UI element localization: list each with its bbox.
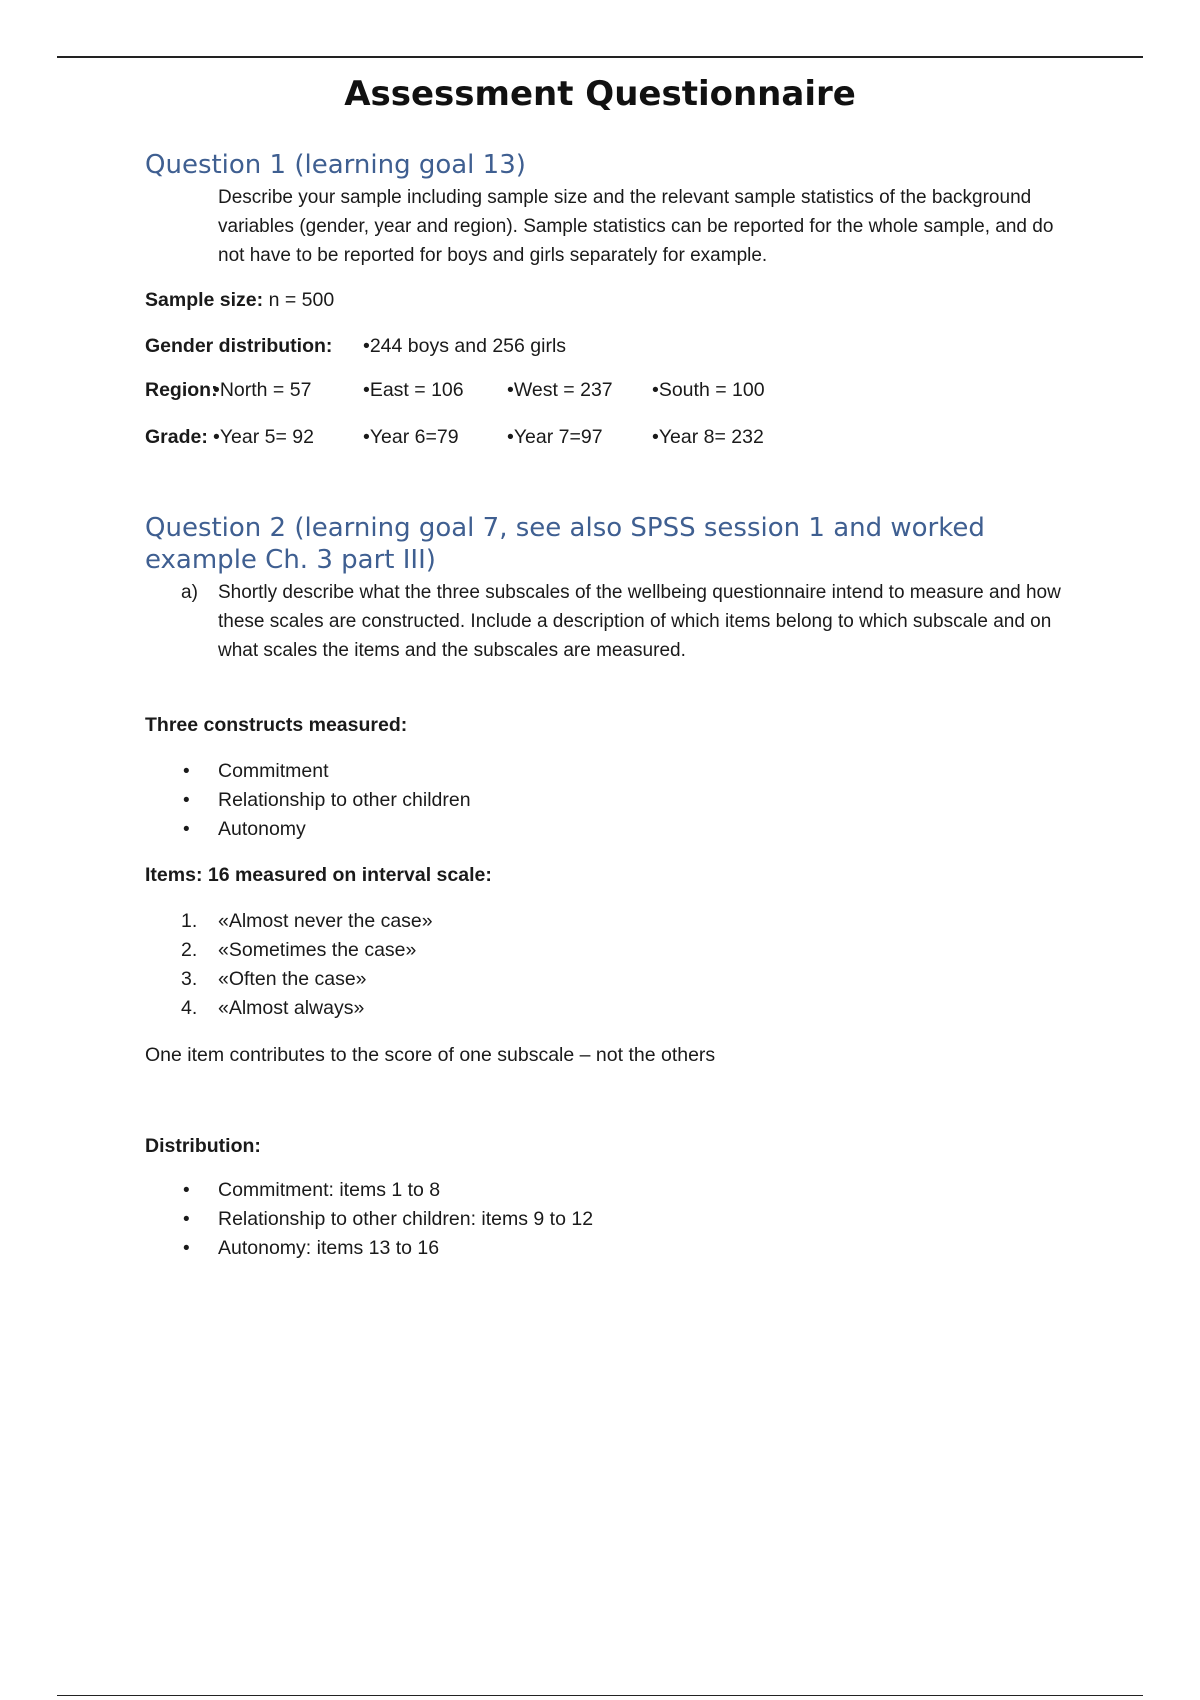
region-south: •South = 100 [652, 379, 765, 401]
gender-row [145, 333, 1145, 359]
part-a-text: Shortly describe what the three subscales of the wellbeing questionnaire intend to measure and how these scales are constructed. Include a description of which items belong to which subscale and on what scales the items and the subscales are measured. [218, 582, 1061, 661]
sample-size-label: Sample size: [145, 289, 264, 311]
document-title: Assessment Questionnaire [344, 74, 856, 114]
document-page: Assessment Questionnaire Question 1 (learning goal 13) Describe your sample including sample size and the relevant sample statistics of the background variables (gender, year and region). Sample statistics can be reported for the whole sample, and do not have to be reported for boys and girls separately for example. Sample size: n = 500 Gender distribution: •244 boys and 256 girls Region: •North = 57 •East = 106 •West = 237 •South = 100 Grade: •Year 5= 92 •Year 6=79 •Year 7=97 •Year 8= 232 Question 2 (learning goal 7, see also SPSS session 1 and worked example Ch. 3 part III) a) Shortly describe what the three subscales of the wellbeing questionnaire intend to measure and how these scales are constructed. Include a description of which items belong to which subscale and on what scales the items and the subscales are measured. Three constructs measured: • Commitment • Relationship to other children • Autonomy Items: 16 measured on interval scale: 1. «Almost never the case» 2. «Sometimes the case» 3. «Often the case» 4. «Almost always» One item contributes to the score of one subscale – not the others Distribution: • Commitment: items 1 to 8 • Relationship to other children: items 9 to 12 • Autonomy: items 13 to 16 [0, 0, 1200, 1700]
top-rule [57, 56, 1143, 58]
bullet-icon: • [183, 819, 190, 840]
grade-year-7: •Year 7=97 [507, 426, 603, 448]
gender-value: •244 boys and 256 girls [363, 335, 567, 357]
question-2-heading-line-1: Question 2 (learning goal 7, see also SPSS session 1 and worked [145, 513, 985, 543]
bottom-rule [57, 1695, 1143, 1696]
sample-size-row [145, 287, 334, 313]
bullet-icon: • [183, 1238, 190, 1259]
question-2-heading-line-2: example Ch. 3 part III) [145, 545, 436, 575]
bullet-icon: • [183, 790, 190, 811]
constructs-heading: Three constructs measured: [145, 714, 408, 736]
grade-row [145, 424, 1145, 450]
region-north: •North = 57 [213, 379, 312, 401]
region-east: •East = 106 [363, 379, 464, 401]
region-label: Region: [145, 379, 218, 401]
distribution-heading: Distribution: [145, 1135, 261, 1157]
grade-label: Grade: [145, 426, 208, 448]
grade-year-6: •Year 6=79 [363, 426, 459, 448]
grade-year-5: •Year 5= 92 [213, 426, 314, 448]
bullet-icon: • [183, 761, 190, 782]
grade-year-8: •Year 8= 232 [652, 426, 764, 448]
sample-size-value: n = 500 [268, 289, 335, 311]
items-heading: Items: 16 measured on interval scale: [145, 864, 492, 886]
question-1-heading: Question 1 (learning goal 13) [145, 150, 526, 180]
part-a-label: a) [181, 582, 198, 603]
region-row [145, 377, 1145, 403]
bullet-icon: • [183, 1209, 190, 1230]
gender-label: Gender distribution: [145, 335, 333, 357]
bullet-icon: • [183, 1180, 190, 1201]
region-west: •West = 237 [507, 379, 613, 401]
contribution-note: One item contributes to the score of one subscale – not the others [145, 1044, 716, 1066]
question-1-prompt: Describe your sample including sample size and the relevant sample statistics of the background variables (gender, year and region). Sample statistics can be reported for the whole sample, and do not have to be reported for boys and girls separately for example. [218, 187, 1054, 266]
